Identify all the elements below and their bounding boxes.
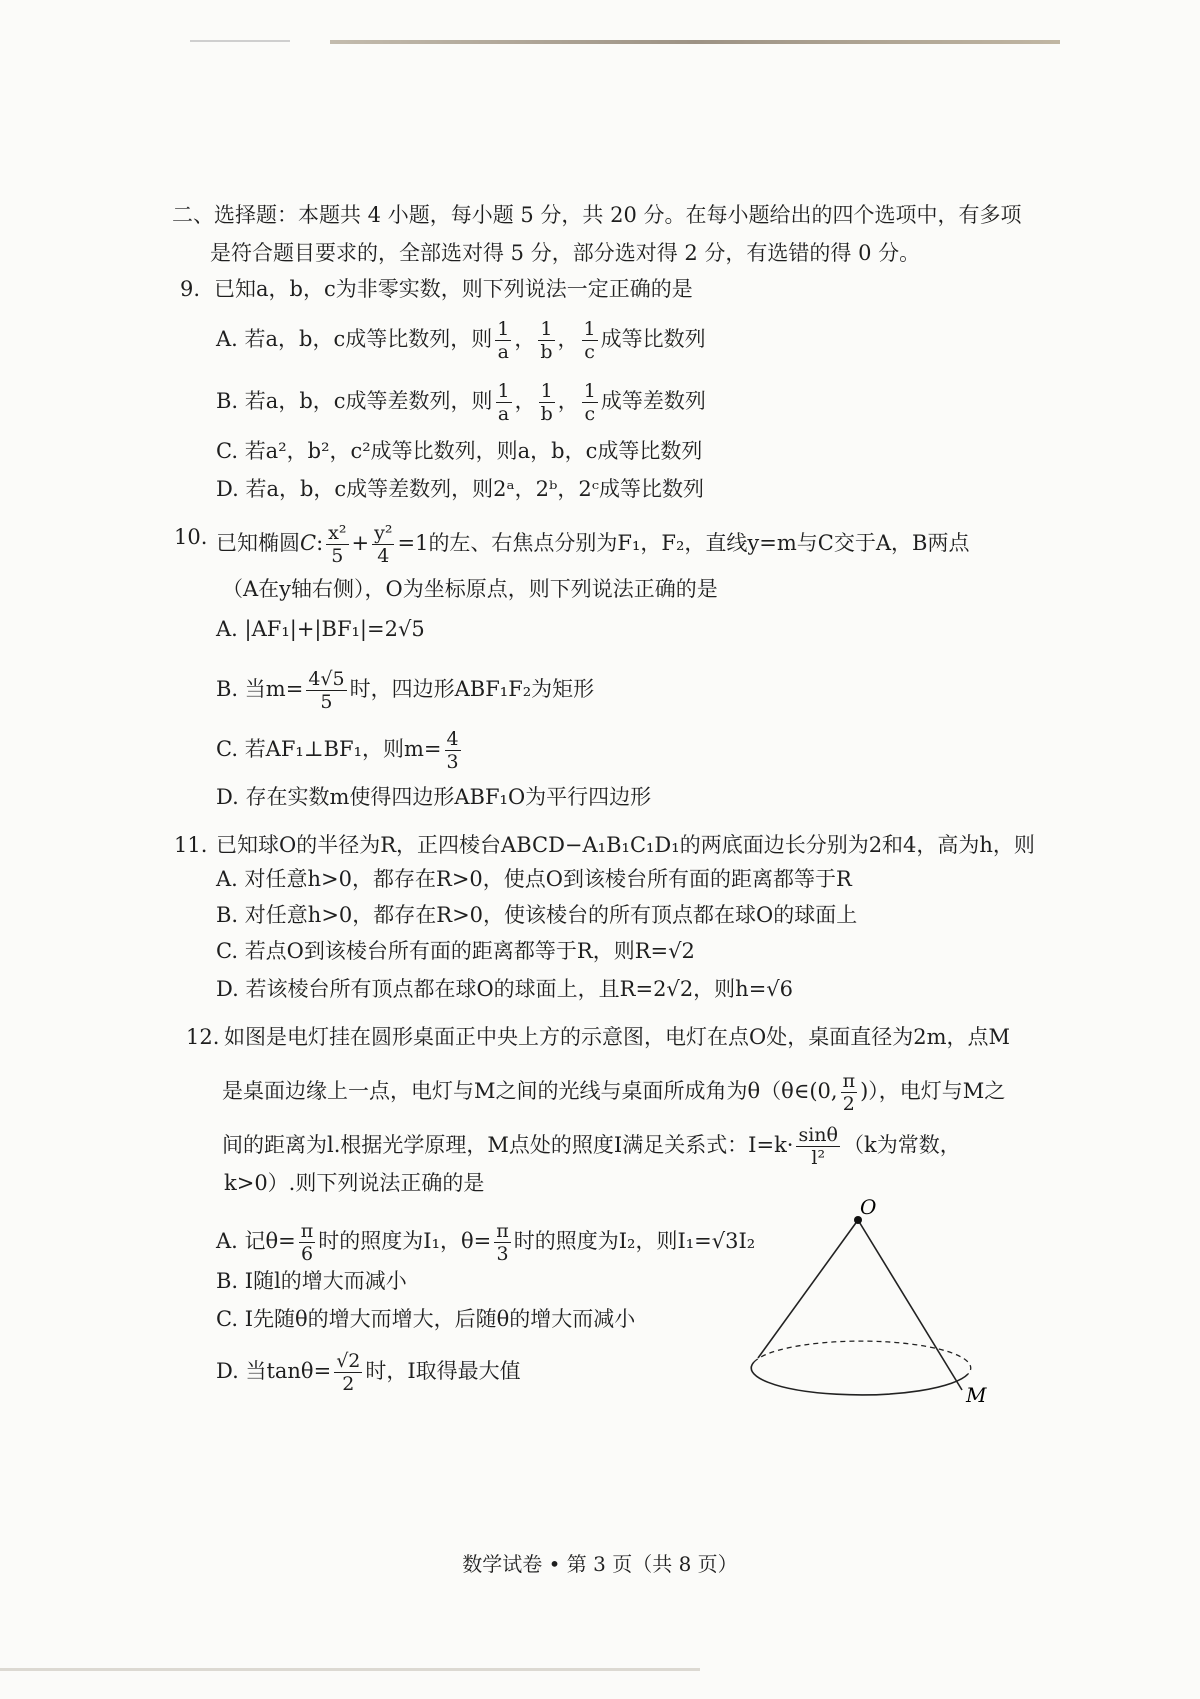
fraction-1-over-c: $\frac{1}{c}$ bbox=[583, 318, 596, 363]
table-edge-front bbox=[751, 1362, 968, 1395]
page-footer: 数学试卷 • 第 3 页（共 8 页） bbox=[462, 1552, 738, 1576]
point-m-label: M bbox=[966, 1383, 987, 1407]
q12-option-c: C. I先随θ的增大而增大，后随θ的增大而减小 bbox=[216, 1307, 636, 1331]
q11-number: 11. bbox=[174, 833, 208, 857]
scan-artifact-bottom bbox=[0, 1668, 700, 1671]
q10-option-a: A. |AF₁|+|BF₁|=2√5 bbox=[216, 617, 425, 641]
option-label: B. bbox=[216, 389, 239, 413]
q12-option-b: B. I随l的增大而减小 bbox=[216, 1269, 407, 1293]
fraction-4-over-3: $\frac{4}{3}$ bbox=[446, 728, 459, 773]
fraction-x2-over-5: $\frac{\text{x²}}{5}$ bbox=[328, 522, 347, 567]
section-header-line1: 二、选择题：本题共 4 小题，每小题 5 分，共 20 分。在每小题给出的四个选项中，有多项 bbox=[172, 203, 1022, 227]
table-edge-back bbox=[754, 1341, 971, 1374]
fraction-4sqrt5-over-5: $\frac{4√5}{5}$ bbox=[308, 668, 345, 713]
light-ray-left bbox=[758, 1220, 858, 1358]
q11-stem: 已知球O的半径为R，正四棱台ABCD−A₁B₁C₁D₁的两底面边长分别为2和4，高为h，则 bbox=[216, 833, 1035, 857]
option-label: C. bbox=[216, 439, 238, 463]
section-header-line2: 是符合题目要求的，全部选对得 5 分，部分选对得 2 分，有选错的得 0 分。 bbox=[210, 241, 921, 265]
q12-option-d: D. 当tanθ= $\frac{√2}{2}$ 时，I取得最大值 bbox=[216, 1350, 521, 1395]
option-text: 若a，b，c成等差数列，则 bbox=[244, 389, 493, 413]
fraction-pi-over-2: $\frac{\pi}{2}$ bbox=[842, 1070, 856, 1115]
q9-option-c bbox=[216, 436, 702, 466]
q10-stem-line2: （A在y轴右侧），O为坐标原点，则下列说法正确的是 bbox=[222, 577, 718, 601]
option-text: 若a，b，c成等差数列，则2ᵃ，2ᵇ，2ᶜ成等比数列 bbox=[245, 477, 705, 501]
q10-number: 10. bbox=[174, 525, 208, 549]
q11-option-d: D. 若该棱台所有顶点都在球O的球面上，且R=2√2，则h=√6 bbox=[216, 977, 794, 1001]
q12-stem-line3: 间的距离为l.根据光学原理，M点处的照度I满足关系式：I=k· $\frac{\sin\theta}{\text{l²}}$ （k为常数， bbox=[222, 1124, 961, 1169]
q9-option-b: B. 若a，b，c成等差数列，则 $\frac{1}{a}$ ， $\frac{1}{b}$ ， $\frac{1}{c}$ 成等差数列 bbox=[216, 380, 706, 425]
fraction-pi-over-6: $\frac{\pi}{6}$ bbox=[300, 1220, 314, 1265]
q12-stem-line1: 如图是电灯挂在圆形桌面正中央上方的示意图，电灯在点O处，桌面直径为2m，点M bbox=[224, 1025, 1010, 1049]
option-label: A. bbox=[216, 327, 238, 351]
header-rule bbox=[330, 40, 1060, 44]
q11-option-c: C. 若点O到该棱台所有面的距离都等于R，则R=√2 bbox=[216, 939, 695, 963]
q11-option-b: B. 对任意h>0，都存在R>0，使该棱台的所有顶点都在球O的球面上 bbox=[216, 903, 858, 927]
q10-option-c: C. 若AF₁⊥BF₁，则m= $\frac{4}{3}$ bbox=[216, 728, 459, 773]
scan-artifact bbox=[190, 40, 290, 42]
q9-option-a: A. 若a，b，c成等比数列，则 $\frac{1}{a}$ ， $\frac{1}{b}$ ， $\frac{1}{c}$ 成等比数列 bbox=[216, 318, 706, 363]
point-o-label: O bbox=[860, 1195, 877, 1219]
fraction-y2-over-4: $\frac{\text{y²}}{4}$ bbox=[374, 522, 393, 567]
option-text: 若a²，b²，c²成等比数列，则a，b，c成等比数列 bbox=[244, 439, 703, 463]
q10-option-d: D. 存在实数m使得四边形ABF₁O为平行四边形 bbox=[216, 785, 652, 809]
option-text-tail: 成等比数列 bbox=[600, 327, 706, 351]
option-text: 若a，b，c成等比数列，则 bbox=[244, 327, 493, 351]
q11-option-a: A. 对任意h>0，都存在R>0，使点O到该棱台所有面的距离都等于R bbox=[216, 867, 852, 891]
fraction-1-over-c: $\frac{1}{c}$ bbox=[583, 380, 596, 425]
q9-option-d bbox=[216, 474, 704, 504]
option-label: D. bbox=[216, 477, 239, 501]
q9-number: 9. bbox=[180, 277, 201, 301]
fraction-sin-over-l2: $\frac{\sin\theta}{\text{l²}}$ bbox=[798, 1124, 838, 1169]
fraction-pi-over-3: $\frac{\pi}{3}$ bbox=[496, 1220, 509, 1265]
option-text-tail: 成等差数列 bbox=[600, 389, 706, 413]
fraction-1-over-a: $\frac{1}{a}$ bbox=[497, 380, 510, 425]
q10-stem: 已知椭圆C: $\frac{\text{x²}}{5}$ + $\frac{\text{y²}}{4}$ =1的左、右焦点分别为F₁，F₂，直线y=m与C交于A，B两点 bbox=[216, 522, 970, 567]
q12-stem-line4: k>0）.则下列说法正确的是 bbox=[224, 1171, 485, 1195]
q9-stem: 已知a，b，c为非零实数，则下列说法一定正确的是 bbox=[214, 277, 693, 301]
light-ray-om bbox=[858, 1220, 962, 1390]
q12-stem-line2: 是桌面边缘上一点，电灯与M之间的光线与桌面所成角为θ（θ∈(0, $\frac{\pi}{2}$ )），电灯与M之 bbox=[222, 1070, 1006, 1115]
fraction-1-over-b: $\frac{1}{b}$ bbox=[540, 318, 553, 363]
fraction-sqrt2-over-2: $\frac{√2}{2}$ bbox=[336, 1350, 361, 1395]
fraction-1-over-a: $\frac{1}{a}$ bbox=[497, 318, 510, 363]
q12-option-a: A. 记θ= $\frac{\pi}{6}$ 时的照度为I₁，θ= $\frac{\pi}{3}$ 时的照度为I₂，则I₁=√3I₂ bbox=[216, 1220, 756, 1265]
q10-option-b: B. 当m= $\frac{4√5}{5}$ 时，四边形ABF₁F₂为矩形 bbox=[216, 668, 595, 713]
fraction-1-over-b: $\frac{1}{b}$ bbox=[540, 380, 553, 425]
lamp-cone-figure bbox=[810, 1195, 1030, 1410]
q12-number: 12. bbox=[186, 1025, 220, 1049]
